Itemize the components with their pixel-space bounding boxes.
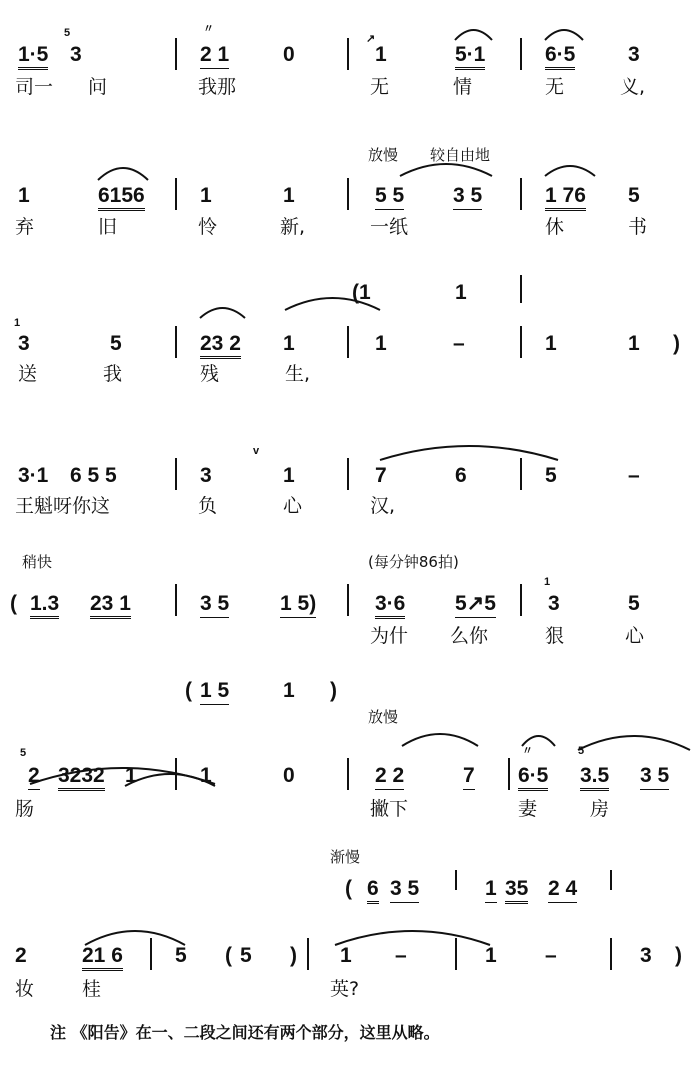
slur [400,164,492,176]
lyric: 新, [280,216,306,238]
tempo-mark: 渐慢 [330,848,361,866]
slur [335,931,490,945]
lyric: 生, [285,363,311,385]
note: 6 [455,464,467,487]
bar-line [307,938,309,970]
tempo-mark: 放慢 [368,146,399,164]
lyric: 王魁呀你这 [15,495,111,517]
lyric: 为什 [370,625,409,647]
note: 5 [175,944,187,967]
note: 1 [375,43,387,66]
bar-line [520,178,522,210]
bar-line [508,758,510,790]
note: ) [290,944,297,967]
note: 7 [375,464,387,487]
note: 0 [283,43,295,66]
note: 5 [628,184,640,207]
note: 1 [485,944,497,967]
lyric: 司一 [15,76,54,98]
lyric: 狠 [545,625,565,647]
lyric: 弃 [15,216,35,238]
slur [380,446,558,460]
slur [578,736,690,750]
note: 21 6 [82,945,123,971]
lyric: 房 [590,798,610,820]
note: 23 1 [90,593,131,619]
note: 3.5 [580,765,609,791]
slur [545,30,583,40]
grace-mordent: 〃 [203,23,214,35]
lyric: 负 [198,495,218,517]
note: ) [675,944,682,967]
lyric: 书 [628,216,648,238]
note: 3 5 [200,593,229,618]
lyric: 心 [625,625,645,647]
lyric: 无 [370,76,390,98]
tempo-mark: (每分钟86拍) [368,553,459,571]
tempo-mark: 稍快 [22,553,53,571]
bar-line [175,326,177,358]
grace-note: 5 [578,745,585,757]
bracket-note: 3 5 [390,878,419,903]
lyric: 义, [620,76,646,98]
note: v [253,445,260,457]
grace-note: 1 [14,317,21,329]
grace-note: 5 [64,27,71,39]
note: ( [10,592,17,615]
note: ( [225,944,232,967]
bar-line [347,758,349,790]
bracket-note: 1 5 [200,680,229,705]
lyric: 撇下 [370,798,409,820]
note: – [628,464,640,487]
bar-line [150,938,152,970]
note: 5·1 [455,44,485,70]
note: 1 [200,764,212,787]
lyric: 汉, [370,495,396,517]
lyric: 一纸 [370,216,409,238]
bar-line [347,584,349,616]
bar-line [520,326,522,358]
note: 1 [545,332,557,355]
note: 1·5 [18,44,48,70]
lyric: 么你 [450,625,489,647]
bar-line [347,38,349,70]
grace-mordent: 〃 [522,745,533,757]
note: 3 [640,944,652,967]
note: ) [673,332,680,355]
note: – [453,332,465,355]
note: 1 [340,944,352,967]
note: 3 [548,592,560,615]
lyric: 妻 [518,798,538,820]
note: 1 [200,184,212,207]
bar-line [520,275,522,303]
note: 6·5 [545,44,575,70]
lyric: 肠 [15,798,35,820]
note: – [545,944,557,967]
note: 6 5 5 [70,464,117,487]
note: 3 5 [640,765,669,790]
note: 3·6 [375,593,405,619]
note: 23 2 [200,333,241,359]
note: 2 [15,944,27,967]
bar-line [175,458,177,490]
note: 1 [375,332,387,355]
slur [455,30,492,40]
note: 7 [463,765,475,790]
note: 0 [283,764,295,787]
lyric: 心 [283,495,303,517]
lyric: 送 [18,363,38,385]
bar-line [175,584,177,616]
note: 3 5 [453,185,482,210]
grace-glide: ↗ [366,33,376,45]
note: 1.3 [30,593,59,619]
lyric: 问 [88,76,108,98]
bracket-note: 1 [485,878,497,903]
bracket-note: 2 4 [548,878,577,903]
slur [402,734,478,746]
bracket-note: ) [330,679,337,702]
bar-line [610,870,612,890]
note: 1 [18,184,30,207]
note: 3·1 [18,464,49,487]
grace-note: 1 [544,576,551,588]
note: 3 [18,332,30,355]
note: 2 1 [200,44,229,69]
bracket-note: (1 [352,281,371,304]
note: 3 [628,43,640,66]
note: 1 76 [545,185,586,211]
bar-line [520,458,522,490]
lyric: 我 [103,363,123,385]
bar-line [175,38,177,70]
bar-line [520,584,522,616]
note: 5 [240,944,252,967]
grace-note: 5 [20,747,27,759]
lyric: 残 [200,363,220,385]
bar-line [175,758,177,790]
bracket-note: ( [185,679,192,702]
bar-line [610,938,612,970]
note: 1 [283,464,295,487]
bracket-note: 35 [505,878,528,904]
slur [200,308,245,318]
bar-line [347,326,349,358]
bar-line [175,178,177,210]
note: 5 [545,464,557,487]
note: 3232 [58,765,105,791]
note: 6·5 [518,765,548,791]
bar-line [347,458,349,490]
lyric: 情 [453,76,473,98]
bar-line [520,38,522,70]
lyric: 我那 [198,76,237,98]
note: 1 [283,332,295,355]
lyric: 休 [545,216,565,238]
bar-line [347,178,349,210]
lyric: 桂 [82,978,102,1000]
bar-line [455,938,457,970]
bracket-note: 1 [455,281,467,304]
note: 2 2 [375,765,404,790]
lyric: 旧 [98,216,118,238]
lyric: 怜 [198,216,218,238]
note: 3 [70,43,82,66]
note: 6156 [98,185,145,211]
note: 5↗5 [455,593,496,618]
slur [545,166,595,176]
note: 2 [28,765,40,790]
bracket-note: 6 [367,878,379,904]
tempo-mark: 较自由地 [430,146,491,164]
bracket-note: ( [345,877,352,900]
lyric: 英? [330,978,360,1000]
lyric: 妆 [15,978,35,1000]
note: 5 5 [375,185,404,210]
note: 1 [628,332,640,355]
note: 1 5) [280,593,316,618]
slur [85,931,185,945]
bar-line [455,870,457,890]
note: – [395,944,407,967]
tempo-mark: 放慢 [368,708,399,726]
lyric: 无 [545,76,565,98]
footnote: 注 《阳告》在一、二段之间还有两个部分，这里从略。 [50,1023,440,1042]
note: 5 [110,332,122,355]
slur [98,168,148,180]
bracket-note: 1 [283,679,295,702]
note: 1 [283,184,295,207]
note: 5 [628,592,640,615]
note: 1 [125,764,137,787]
note: 3 [200,464,212,487]
